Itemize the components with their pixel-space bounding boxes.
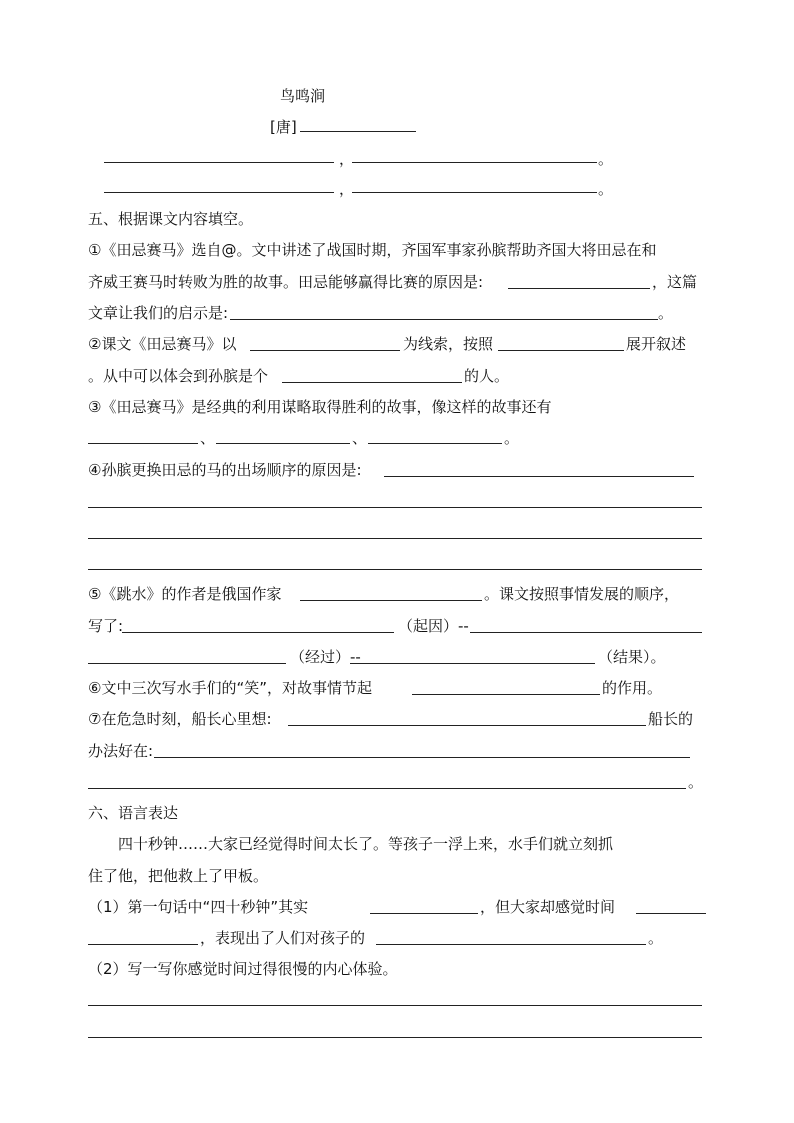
q7-method-blank-1[interactable] [154,757,690,758]
q5-part-d: （起因）-- [398,617,469,635]
passage-line-2: 住了他，把他救上了甲板。 [88,867,269,885]
q3-story-blank-1[interactable] [88,443,198,444]
q4-answer-blank-1[interactable] [384,476,694,477]
poet-blank[interactable] [300,131,416,132]
q4-answer-line-3[interactable] [88,538,702,539]
q6-effect-blank[interactable] [412,694,600,695]
poem-comma-1: ， [339,150,355,168]
q3-sep-2: 、 [352,429,368,447]
q2-part-e: 的人。 [464,367,510,385]
q4-line1: ④孙膑更换田忌的马的出场顺序的原因是: [88,461,362,479]
q1-lesson-blank[interactable] [230,319,658,320]
poem-period-1: 。 [598,150,614,168]
q1-line1: ①《田忌赛马》选自@。文中讲述了战国时期，齐国军事家孙膑帮助齐国大将田忌在和 [88,241,657,259]
s6-q1-part-a: （1）第一句话中“四十秒钟”其实 [88,898,309,916]
q5-author-blank[interactable] [300,600,482,601]
q4-answer-line-2[interactable] [88,507,702,508]
s6-q2-answer-line-2[interactable] [88,1037,702,1038]
q5-part-f: （结果）。 [598,648,666,666]
q3-sep-1: 、 [200,429,216,447]
q3-story-blank-3[interactable] [368,443,502,444]
q2-part-c: 展开叙述 [626,335,687,353]
section5-heading: 五、根据课文内容填空。 [88,210,254,228]
q7-part-a: ⑦在危急时刻，船长心里想: [88,710,272,728]
q2-clue-blank[interactable] [250,350,400,351]
q5-cause-blank[interactable] [122,632,394,633]
section6-heading: 六、语言表达 [88,804,179,822]
q2-part-a: ②课文《田忌赛马》以 [88,335,237,353]
poem-period-2: 。 [598,180,614,198]
q1-line3-end: 。 [658,304,674,322]
s6-q1-emotion-blank[interactable] [376,944,646,945]
q1-reason-blank[interactable] [508,288,650,289]
poem-line2-blank-a[interactable] [104,192,334,193]
s6-q1-part-d: 。 [648,929,664,947]
s6-q2-prompt: （2）写一写你感觉时间过得很慢的内心体验。 [88,960,398,978]
q7-part-c: 办法好在: [88,742,154,760]
q1-line2-tail: ，这篇 [652,273,698,291]
q5-part-a: ⑤《跳水》的作者是俄国作家 [88,585,282,603]
q6-part-a: ⑥文中三次写水手们的“笑”，对故事情节起 [88,679,372,697]
q2-person-blank[interactable] [282,382,462,383]
poem-line1-blank-a[interactable] [104,162,334,163]
s6-q2-answer-line-1[interactable] [88,1005,702,1006]
q3-story-blank-2[interactable] [216,443,350,444]
q3-line1: ③《田忌赛马》是经典的利用谋略取得胜利的故事，像这样的故事还有 [88,398,552,416]
q2-part-d: 。从中可以体会到孙膑是个 [88,367,269,385]
poem-dynasty: [唐] [270,118,297,136]
q1-line3: 文章让我们的启示是: [88,304,229,322]
passage-line-1: 四十秒钟……大家已经觉得时间太长了。等孩子一浮上来，水手们就立刻抓 [118,835,614,853]
q2-part-b: 为线索，按照 [403,335,494,353]
poem-title: 鸟鸣涧 [280,87,326,105]
s6-q1-actual-blank[interactable] [370,913,478,914]
poem-line2-blank-b[interactable] [352,192,597,193]
poem-line1-blank-b[interactable] [352,162,597,163]
q1-line2: 齐威王赛马时转败为胜的故事。田忌能够赢得比赛的原因是: [88,273,484,291]
q6-part-b: 的作用。 [602,679,663,697]
s6-q1-part-c: ，表现出了人们对孩子的 [200,929,366,947]
q7-part-b: 船长的 [648,710,694,728]
q5-process-blank-a[interactable] [470,632,702,633]
q5-process-blank-b[interactable] [88,663,286,664]
q5-part-e: （经过）-- [290,648,361,666]
q5-result-blank[interactable] [350,663,595,664]
q7-thought-blank[interactable] [288,725,646,726]
q4-answer-line-4[interactable] [88,569,702,570]
q5-part-b: 。课文按照事情发展的顺序， [484,585,680,603]
poem-comma-2: ， [339,180,355,198]
s6-q1-feel-blank-b[interactable] [88,944,198,945]
q5-part-c: 写了: [88,617,124,635]
q7-end: 。 [688,773,704,791]
s6-q1-part-b: ，但大家却感觉时间 [480,898,616,916]
s6-q1-feel-blank-a[interactable] [636,913,706,914]
q2-order-blank[interactable] [498,350,624,351]
q3-end: 。 [504,429,520,447]
q7-method-blank-2[interactable] [88,788,686,789]
